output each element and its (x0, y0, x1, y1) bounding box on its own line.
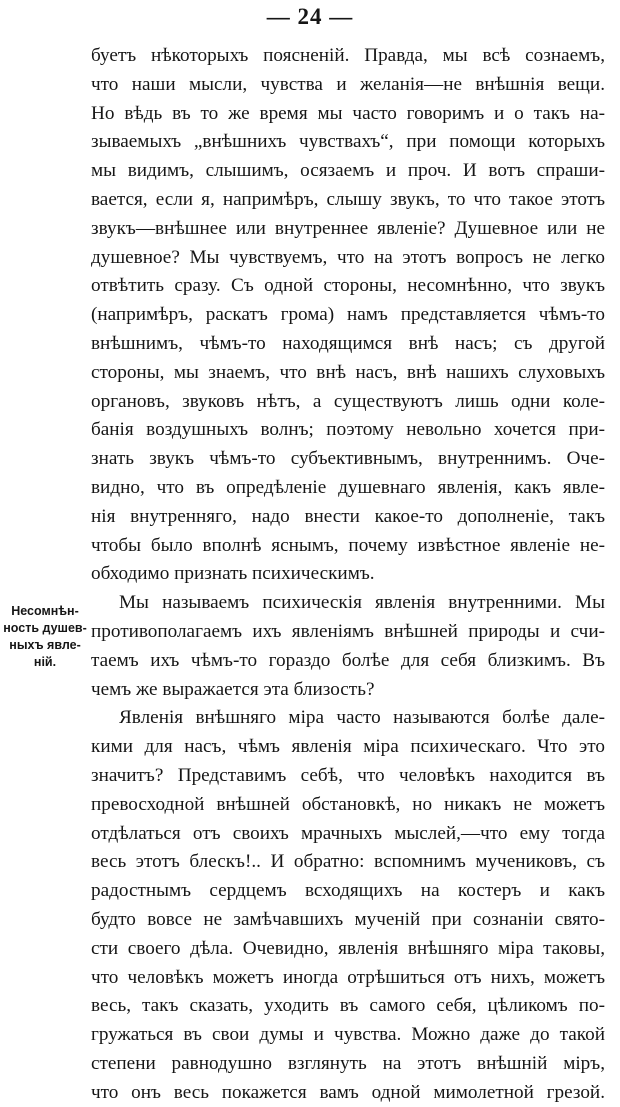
page-number: — 24 — (266, 4, 354, 29)
text-line: степени равнодушно взглянуть на этотъ внѣшній міръ, (91, 1052, 605, 1074)
text-line: чтобы было вполнѣ яснымъ, почему извѣстное явленіе не- (91, 534, 605, 556)
text-line: знать звукъ чѣмъ-то субъективнымъ, внутреннимъ. Оче- (91, 448, 605, 470)
margin-note-line: Несомнѣн- (11, 604, 79, 618)
text-line: отдѣлаться отъ своихъ мрачныхъ мыслей,—что ему тогда (91, 822, 605, 844)
text-line: обходимо признать психическимъ. (91, 563, 375, 585)
text-line: нія внутренняго, надо внести какое-то дополненіе, такъ (91, 505, 605, 527)
text-line: значитъ? Представимъ себѣ, что человѣкъ находится въ (91, 764, 605, 786)
margin-note-line: ній. (33, 655, 57, 669)
text-line: Но вѣдь въ то же время мы часто говоримъ и о такъ на- (91, 102, 605, 124)
text-line: что наши мысли, чувства и желанія—не внѣшнія вещи. (91, 73, 605, 95)
text-line: сти своего дѣла. Очевидно, явленія внѣшняго міра таковы, (91, 937, 605, 959)
text-line: мы видимъ, слышимъ, осязаемъ и проч. И вотъ спраши- (91, 160, 605, 182)
margin-note-line: ныхъ явле- (9, 638, 81, 652)
text-line: (напримѣръ, раскатъ грома) намъ представляется чѣмъ-то (91, 304, 605, 326)
text-line: вается, если я, напримѣръ, слышу звукъ, то что такое этотъ (91, 188, 605, 210)
text-line: отвѣтить сразу. Съ одной стороны, несомнѣнно, что звукъ (91, 275, 605, 297)
text-line: превосходной внѣшней обстановкѣ, но никакъ не можетъ (91, 793, 605, 815)
text-line: звукъ—внѣшнее или внутреннее явленіе? Душевное или не (91, 217, 605, 239)
text-line: Явленія внѣшняго міра часто называются болѣе дале- (119, 707, 605, 729)
margin-note (2, 603, 88, 671)
text-line: душевное? Мы чувствуемъ, что на этотъ вопросъ не легко (91, 246, 605, 268)
text-line: зываемыхъ „внѣшнихъ чувствахъ“, при помощи которыхъ (91, 131, 605, 153)
text-line: кими для насъ, чѣмъ явленія міра психическаго. Что это (91, 736, 605, 758)
text-line: что онъ весь покажется вамъ одной мимолетной грезой. (91, 1081, 605, 1103)
text-line: таемъ ихъ чѣмъ-то гораздо болѣе для себя близкимъ. Въ (91, 649, 605, 671)
text-line: Мы называемъ психическія явленія внутренними. Мы (119, 592, 605, 614)
text-line: видно, что въ опредѣленіе душевнаго явленія, какъ явле- (91, 476, 605, 498)
text-line: банія воздушныхъ волнъ; поэтому невольно хочется при- (91, 419, 605, 441)
text-line: противополагаемъ ихъ явленіямъ внѣшней природы и счи- (91, 620, 605, 642)
text-line: будто вовсе не замѣчавшихъ мученій при сознаніи свято- (91, 908, 605, 930)
text-line: внѣшнимъ, чѣмъ-то находящимся внѣ насъ; съ другой (91, 332, 605, 354)
text-line: что человѣкъ можетъ иногда отрѣшиться отъ нихъ, можетъ (91, 966, 605, 988)
text-line: весь, такъ сказать, уходить въ самого себя, цѣликомъ по- (91, 995, 605, 1017)
text-line: радостнымъ сердцемъ всходящихъ на костеръ и какъ (91, 880, 605, 902)
body-text (91, 42, 605, 1107)
text-line: чемъ же выражается эта близость? (91, 678, 375, 700)
text-line: буетъ нѣкоторыхъ поясненій. Правда, мы всѣ сознаемъ, (91, 45, 605, 66)
text-line: органовъ, звуковъ нѣтъ, а существуютъ лишь одни коле- (91, 390, 605, 412)
margin-note-line: ность душев- (3, 621, 87, 635)
text-line: стороны, мы знаемъ, что внѣ насъ, внѣ нашихъ слуховыхъ (91, 361, 605, 383)
text-line: гружаться въ свои думы и чувства. Можно даже до такой (91, 1024, 605, 1046)
text-line: весь этотъ блескъ!.. И обратно: вспомнимъ мучениковъ, съ (91, 851, 605, 873)
